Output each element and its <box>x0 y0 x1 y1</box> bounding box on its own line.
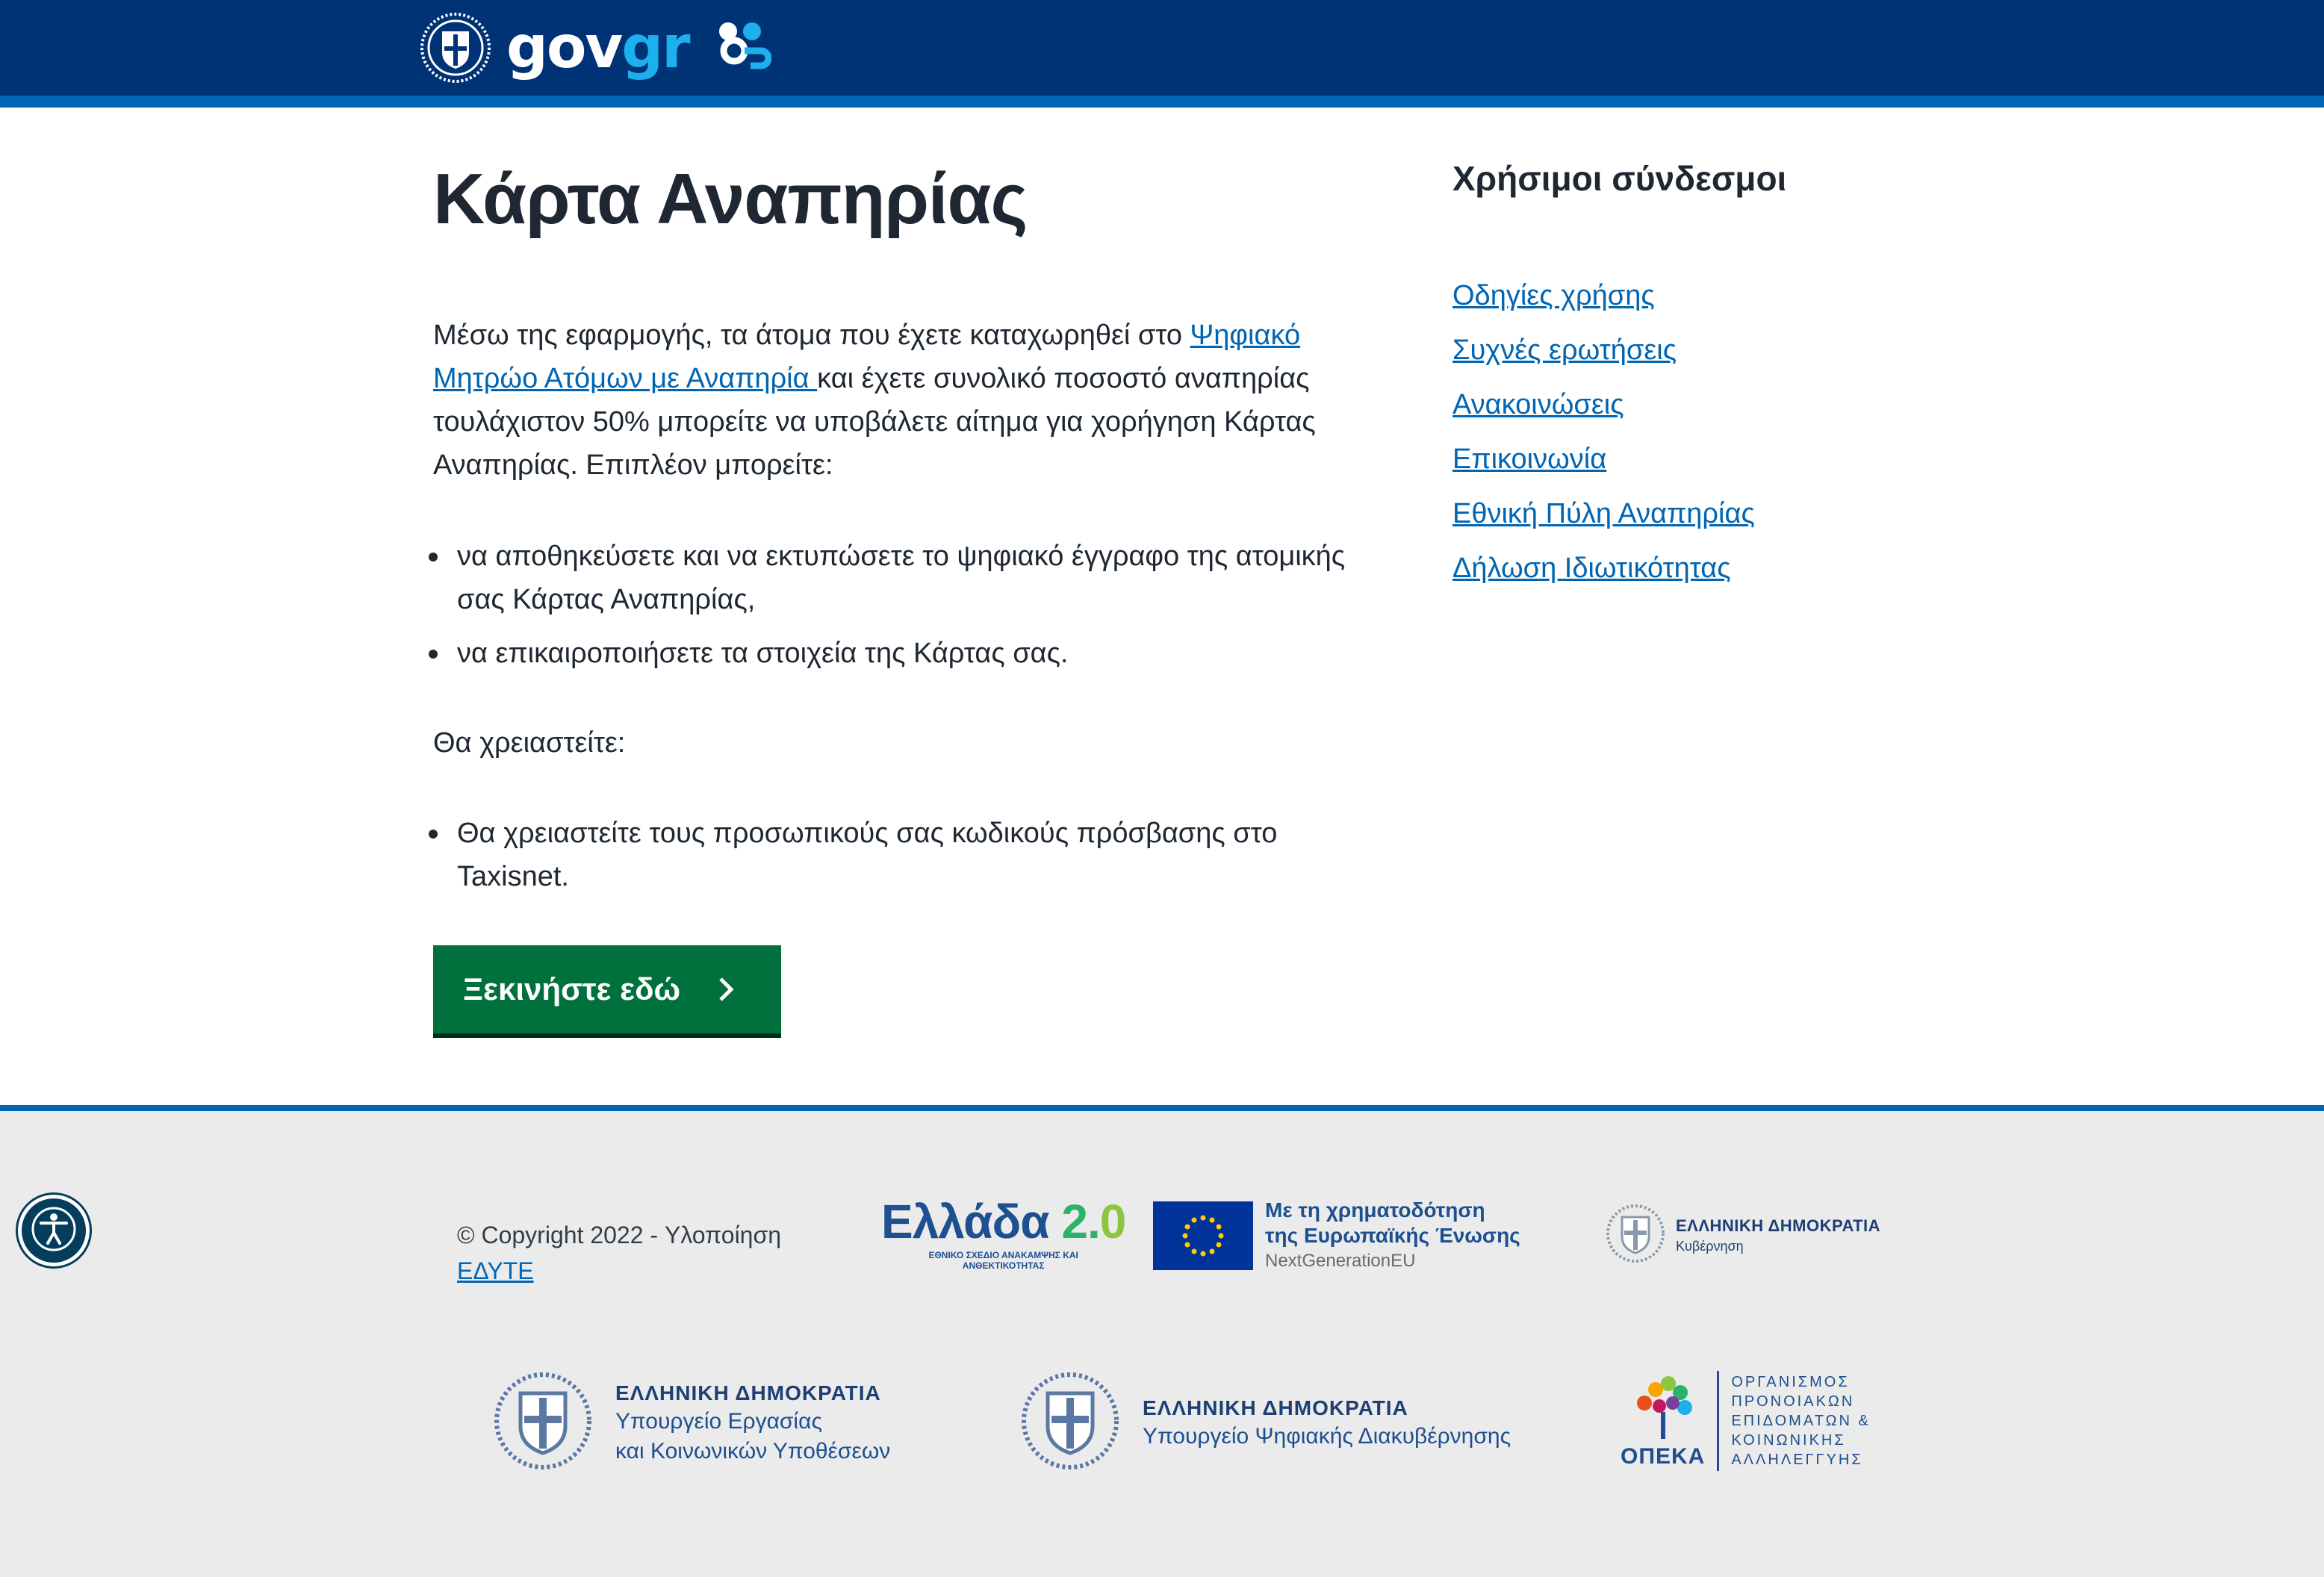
start-button[interactable] <box>433 945 781 1038</box>
greece-2-0-logo[interactable] <box>881 1195 1126 1271</box>
site-footer <box>0 1111 2324 1577</box>
requirements-list <box>433 812 1359 909</box>
digital-logo-subtitle: Υπουργείο Ψηφιακής Διακυβέρνησης <box>1143 1423 1511 1449</box>
gov-wallet-icon <box>712 16 771 80</box>
capabilities-list <box>433 535 1359 685</box>
greece-2-0-subtitle: ΕΘΝΙΚΟ ΣΧΕΔΙΟ ΑΝΑΚΑΜΨΗΣ ΚΑΙ ΑΝΘΕΚΤΙΚΟΤΗΤΑΣ <box>928 1250 1078 1271</box>
govgr-logo[interactable] <box>420 10 771 85</box>
intro-paragraph <box>433 314 1359 487</box>
ministry-digital-logo[interactable] <box>1020 1371 1511 1475</box>
link-faq[interactable]: Συχνές ερωτήσεις <box>1452 335 1677 366</box>
copyright-label: © Copyright 2022 - Υλοποίηση <box>457 1222 782 1248</box>
hellenic-government-logo[interactable] <box>1606 1204 1880 1267</box>
list-item: Θα χρειαστείτε τους προσωπικούς σας κωδικούς πρόσβασης στο Taxisnet. <box>433 812 1359 898</box>
link-privacy-statement[interactable]: Δήλωση Ιδιωτικότητας <box>1452 553 1731 584</box>
link-contact[interactable]: Επικοινωνία <box>1452 444 1607 475</box>
implementer-link[interactable]: ΕΔΥΤΕ <box>457 1257 534 1284</box>
greek-emblem-icon <box>1606 1204 1665 1267</box>
site-header <box>0 0 2324 96</box>
opeka-tree-icon <box>1622 1373 1704 1444</box>
greek-emblem-icon <box>420 12 491 84</box>
start-button-label: Ξεκινήστε εδώ <box>463 971 681 1007</box>
labour-logo-line-1: Υπουργείο Εργασίας <box>615 1408 822 1434</box>
intro-text-before: Μέσω της εφαρμογής, τα άτομα που έχετε καταχωρηθεί στο <box>433 320 1190 351</box>
header-accent-stripe <box>0 96 2324 108</box>
eu-funding-text <box>1265 1198 1520 1274</box>
digital-logo-title: ΕΛΛΗΝΙΚΗ ΔΗΜΟΚΡΑΤΙΑ <box>1143 1396 1408 1419</box>
eu-flag-icon <box>1153 1201 1253 1270</box>
digital-registry-link[interactable]: Ψηφιακό Μητρώο Ατόμων με Αναπηρία <box>433 320 1301 394</box>
opeka-logo[interactable] <box>1621 1371 1871 1471</box>
chevron-right-icon <box>715 974 737 1004</box>
eu-line-3: NextGenerationEU <box>1265 1251 1416 1271</box>
eu-line-2: της Ευρωπαϊκής Ένωσης <box>1265 1224 1520 1247</box>
list-item: να αποθηκεύσετε και να εκτυπώσετε το ψηφιακό έγγραφο της ατομικής σας Κάρτας Αναπηρίας, <box>433 535 1359 621</box>
accessibility-button[interactable] <box>18 1195 90 1266</box>
page-title: Κάρτα Αναπηρίας <box>433 159 1028 239</box>
ministry-labour-logo[interactable] <box>493 1371 890 1475</box>
list-item: να επικαιροποιήσετε τα στοιχεία της Κάρτας σας. <box>433 632 1359 675</box>
labour-logo-title: ΕΛΛΗΝΙΚΗ ΔΗΜΟΚΡΑΤΙΑ <box>615 1381 881 1405</box>
greek-emblem-icon <box>1020 1371 1120 1475</box>
labour-logo-line-2: και Κοινωνικών Υποθέσεων <box>615 1438 891 1464</box>
useful-links-title: Χρήσιμοι σύνδεσμοι <box>1452 159 1787 198</box>
link-disability-portal[interactable]: Εθνική Πύλη Αναπηρίας <box>1452 498 1755 529</box>
requirements-label: Θα χρειαστείτε: <box>433 727 626 759</box>
link-user-guide[interactable]: Οδηγίες χρήσης <box>1452 280 1655 311</box>
opeka-full-name: ΟΡΓΑΝΙΣΜΟΣ ΠΡΟΝΟΙΑΚΩΝ ΕΠΙΔΟΜΑΤΩΝ & ΚΟΙΝΩΝΙΚΗΣ ΑΛΛΗΛΕΓΓΥΗΣ <box>1731 1374 1871 1468</box>
greek-emblem-icon <box>493 1371 593 1475</box>
gov-logo-title: ΕΛΛΗΝΙΚΗ ΔΗΜΟΚΡΑΤΙΑ <box>1676 1216 1881 1235</box>
eu-funding-logo[interactable] <box>1153 1198 1520 1274</box>
footer-accent-stripe <box>0 1105 2324 1111</box>
gov-logo-subtitle: Κυβέρνηση <box>1676 1239 1744 1254</box>
govgr-wordmark: govgr <box>506 14 689 81</box>
opeka-wordmark: ΟΠΕΚΑ <box>1621 1443 1706 1469</box>
link-announcements[interactable]: Ανακοινώσεις <box>1452 389 1624 420</box>
greece-2-0-wordmark: Ελλάδα 2.0 <box>881 1195 1126 1248</box>
accessibility-icon <box>31 1206 77 1256</box>
intro-text-after: και έχετε συνολικό ποσοστό αναπηρίας τουλάχιστον 50% μπορείτε να υποβάλετε αίτημα για χορήγηση Κάρτας Αναπηρίας. Επιπλέον μπορείτε: <box>433 363 1316 481</box>
copyright-text <box>457 1217 801 1289</box>
opeka-divider <box>1717 1371 1719 1471</box>
useful-links-list <box>1452 273 1755 600</box>
eu-line-1: Με τη χρηματοδότηση <box>1265 1198 1485 1222</box>
